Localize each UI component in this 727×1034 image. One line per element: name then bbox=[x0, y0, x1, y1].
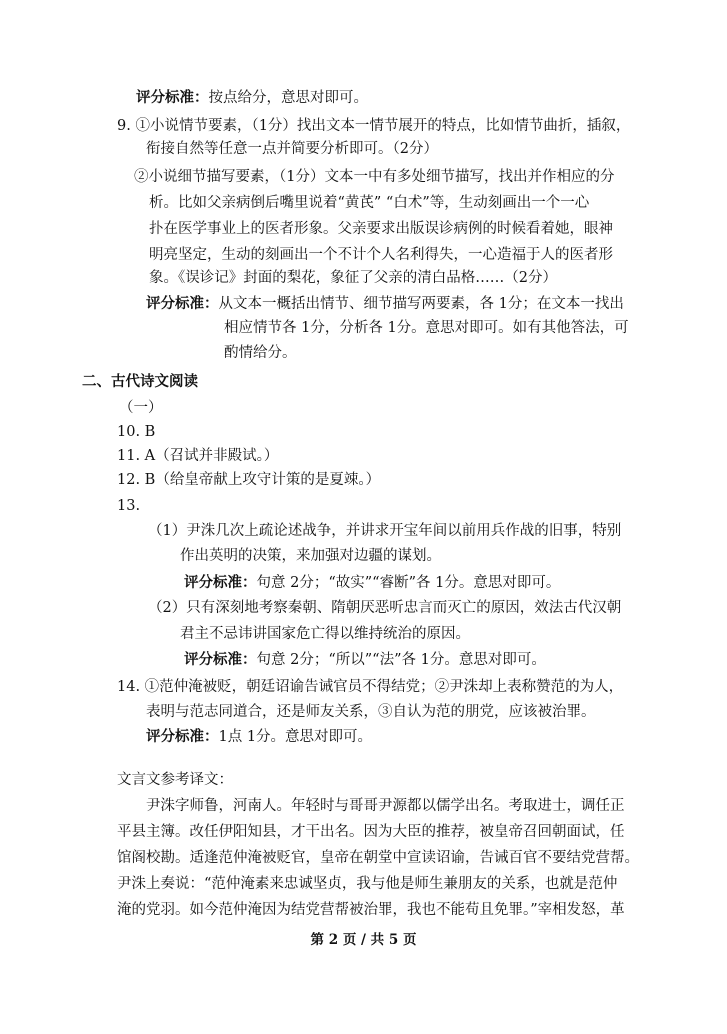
scoring-note-q9-line-2: 相应情节各 1分，分析各 1分。意思对即可。如有其他答法，可 bbox=[224, 320, 629, 336]
scoring-note-14 bbox=[146, 727, 372, 747]
scoring-text: 从文本一概括出情节、细节描写两要素，各 1分；在文本一找出 bbox=[218, 296, 624, 312]
scoring-note-q9-line-3: 酌情给分。 bbox=[224, 345, 297, 361]
q9-line-6: 明亮坚定，生动的刻画出一个不计个人名利得失，一心造福于人的医者形 bbox=[149, 247, 613, 263]
q9-line-1: 9. ①小说情节要素，（1分）找出文本一情节展开的特点，比如情节曲折，插叙， bbox=[117, 118, 631, 134]
answer-12: 12. B（给皇帝献上攻守计策的是夏竦。） bbox=[117, 472, 381, 488]
translation-heading: 文言文参考译文： bbox=[117, 772, 233, 788]
scoring-label: 评分标准： bbox=[184, 574, 257, 591]
scoring-label: 评分标准： bbox=[146, 728, 219, 745]
q9-line-2: 衔接自然等任意一点并简要分析即可。（2分） bbox=[146, 141, 438, 157]
q9-line-5: 扑在医学事业上的医者形象。父亲要求出版误诊病例的时候看着她，眼神 bbox=[149, 221, 613, 237]
translation-line-1: 尹洙字师鲁，河南人。年轻时与哥哥尹源都以儒学出名。考取进士，调任正 bbox=[146, 798, 625, 814]
scoring-text: 句意 2分；“故实”“睿断”各 1分。意思对即可。 bbox=[256, 575, 561, 591]
scoring-note-q8 bbox=[136, 88, 368, 108]
translation-line-5: 淹的党羽。如今范仲淹因为结党营帮被治罪，我也不能苟且免罪。”宰相发怒，革 bbox=[117, 902, 625, 918]
q9-line-7: 象。《误诊记》封面的梨花，象征了父亲的清白品格……（2分） bbox=[149, 270, 557, 286]
scoring-note-q9 bbox=[146, 294, 624, 314]
scoring-text: 句意 2分；“所以”“法”各 1分。意思对即可。 bbox=[256, 652, 546, 668]
q9-line-4: 析。比如父亲病倒后嘴里说着“黄芪” “白术”等，生动刻画出一个一心 bbox=[149, 195, 590, 211]
scoring-note-13-1 bbox=[184, 573, 560, 593]
q9-line-3: ②小说细节描写要素，（1分）文本一中有多处细节描写，找出并作相应的分 bbox=[134, 169, 615, 185]
answer-13-2-line-1: （2）只有深刻地考察秦朝、隋朝厌恶听忠言而灭亡的原因，效法古代汉朝 bbox=[148, 600, 622, 616]
answer-10: 10. B bbox=[117, 424, 156, 440]
translation-line-4: 尹洙上奏说：“范仲淹素来忠诚坚贞，我与他是师生兼朋友的关系，也就是范仲 bbox=[117, 876, 618, 892]
scoring-label: 评分标准： bbox=[136, 89, 209, 106]
answer-13-2-line-2: 君主不忌讳讲国家危亡得以维持统治的原因。 bbox=[180, 626, 470, 642]
translation-line-2: 平县主簿。改任伊阳知县，才干出名。因为大臣的推荐，被皇帝召回朝面试，任 bbox=[117, 824, 625, 840]
page-footer: 第 2 页 / 共 5 页 bbox=[310, 932, 417, 948]
scoring-text: 按点给分，意思对即可。 bbox=[208, 90, 368, 106]
answer-13-heading: 13. bbox=[117, 498, 141, 514]
scoring-text: 1点 1分。意思对即可。 bbox=[218, 729, 373, 745]
scoring-label: 评分标准： bbox=[146, 295, 219, 312]
answer-13-1-line-1: （1）尹洙几次上疏论述战争，并讲求开宝年间以前用兵作战的旧事，特别 bbox=[148, 523, 622, 539]
translation-line-3: 馆阁校勘。适逢范仲淹被贬官，皇帝在朝堂中宣读诏谕，告诫百官不要结党营帮。 bbox=[117, 850, 639, 866]
scoring-label: 评分标准： bbox=[184, 651, 257, 668]
section-heading-ancient-poetry: 二、古代诗文阅读 bbox=[82, 373, 198, 390]
answer-11: 11. A（召试并非殿试。） bbox=[117, 448, 279, 464]
answer-13-1-line-2: 作出英明的决策，来加强对边疆的谋划。 bbox=[180, 548, 441, 564]
answer-14-line-2: 表明与范志同道合，还是师友关系，③自认为范的朋党，应该被治罪。 bbox=[146, 704, 596, 720]
subsection-heading: （一） bbox=[119, 400, 163, 416]
scoring-note-13-2 bbox=[184, 650, 546, 670]
answer-14-line-1: 14. ①范仲淹被贬，朝廷诏谕告诫官员不得结党；②尹洙却上表称赞范的为人， bbox=[117, 679, 624, 695]
